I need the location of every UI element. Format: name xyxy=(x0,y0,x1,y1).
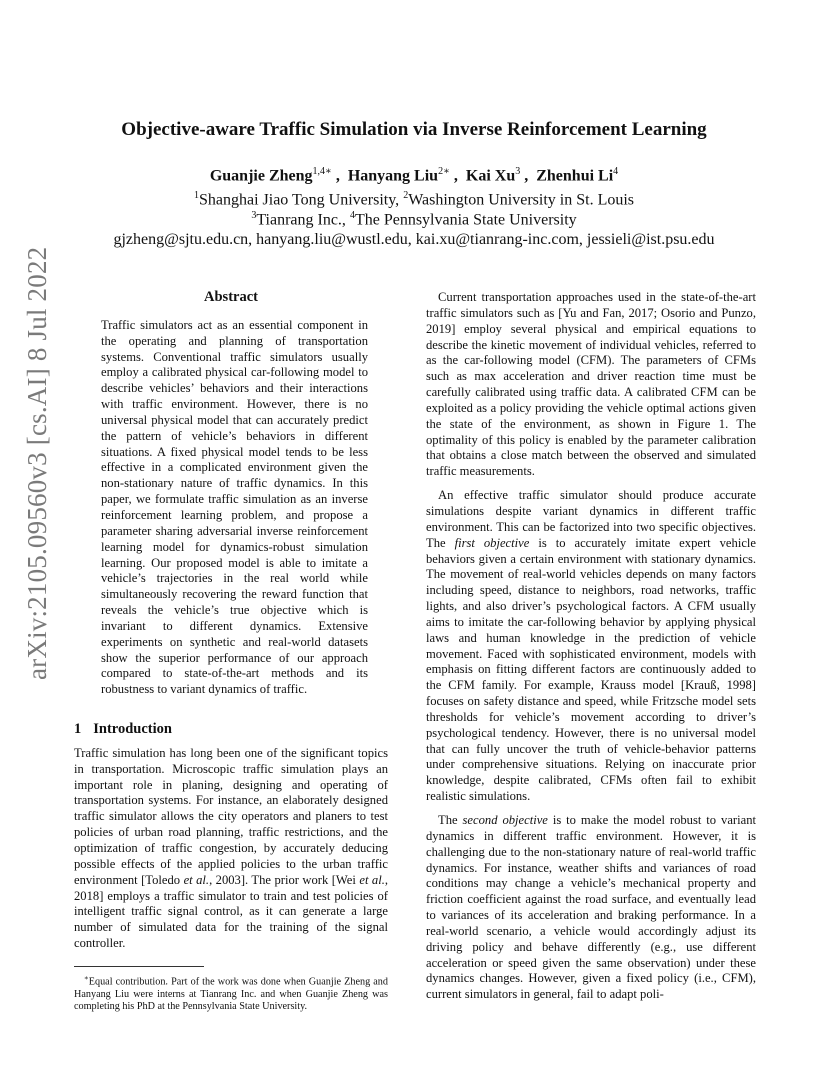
affiliation-mark: 3 xyxy=(251,210,257,221)
author-list xyxy=(0,166,828,185)
footnote-rule xyxy=(74,966,204,967)
section-heading xyxy=(74,722,388,738)
footnote xyxy=(74,972,388,1014)
author-emails: gjzheng@sjtu.edu.cn, hanyang.liu@wustl.edu, kai.xu@tianrang-inc.com, jessieli@ist.psu.edu xyxy=(113,231,715,248)
text-run-italic: second objective xyxy=(462,813,548,827)
section-title: Introduction xyxy=(93,721,172,738)
abstract-text: Traffic simulators act as an essential component in the operating and planning of transportation systems. Conventional traffic simulators usually employ a calibrated physical car-following model to describe vehicles’ behaviors and their interactions with traffic environment. However, there is no universal physical model that can accurately predict the pattern of vehicle’s behaviors in different situations. A fixed physical model tends to be less effective in a complicated environment given the non-stationary nature of traffic dynamics. In this paper, we formulate traffic simulation as an inverse reinforcement learning problem, and propose a parameter sharing adversarial inverse reinforcement learning model for dynamics-robust simulation learning. Our proposed model is able to imitate a vehicle’s trajectories in the real world while simultaneously recovering the reward function that reveals the vehicle’s true objective which is invariant to different dynamics. Extensive experiments on synthetic and real-world datasets show the superior performance of our approach compared to state-of-the-art methods and its robustness to variant dynamics of traffic. xyxy=(101,317,368,697)
body-paragraph: Current transportation approaches used in the state-of-the-art traffic simulators such as [Yu and Fan, 2017; Osorio and Punzo, 2019] employ several physical and empirical equations to describe the kinetic movement of individual vehicles, referred to as the car-following model (CFM). The parameters of CFMs such as max acceleration and driver reaction time must be carefully calibrated using traffic data. A calibrated CFM can be exploited as a policy providing the vehicle optimal actions given the state of the environment, as shown in Figure 1. The optimality of this policy is enabled by the parameter calibration that obtains a close match between the observed and simulated traffic measurements. xyxy=(426,290,756,479)
text-run-italic: et al. xyxy=(183,872,210,887)
affiliation-text: The Pennsylvania State University xyxy=(354,211,577,229)
text-run: is to make the model robust to variant dynamics in different traffic environment. However, it is challenging due to the non-stationary nature of real-world traffic dynamics. For instance, weather shifts and variances of road conditions may change a vehicle’s mechanical property and friction coefficient against the road surface, and eventually lead to variances of its acceleration and braking performance. In a real-world scenario, a vehicle would accordingly adjust its driving policy and behave differently (e.g., use different acceleration or speed given the same observation) under these dynamics changes. However, given a fixed policy (i.e., CFM), current simulators in general, fail to adapt poli- xyxy=(426,813,757,1002)
abstract-heading: Abstract xyxy=(204,289,258,305)
text-run: , 2003]. The prior work [Wei xyxy=(209,872,360,887)
text-run-italic: first objective xyxy=(454,535,530,550)
affiliation-text: Washington University in St. Louis xyxy=(408,191,635,209)
text-run-italic: et al. xyxy=(359,872,385,887)
left-column xyxy=(74,290,388,1014)
affiliation-mark: 1 xyxy=(193,190,199,201)
section-number: 1 xyxy=(74,721,82,738)
text-run: Traffic simulation has long been one of the significant topics in transportation. Microscopic traffic simulation plays an important role in planing, designing and operating of transportation systems. For instance, an elaborately designed traffic simulator allows the city operators and planers to test policies of urban road planning, traffic restrictions, and the optimization of traffic congestion, by accurately deducing possible effects of the applied policies to the urban traffic environment [Toledo xyxy=(74,745,388,887)
text-run: The xyxy=(438,813,463,827)
footnote-text: Equal contribution. Part of the work was done when Guanjie Zheng and Hanyang Liu were interns at Tianrang Inc. and when Guanjie Zheng was completing his PhD at the Pennsylvania State University. xyxy=(74,976,388,1013)
author-separator: , xyxy=(520,167,537,185)
author-name: Guanjie Zheng xyxy=(209,167,313,185)
body-paragraph xyxy=(426,813,756,1003)
author-affiliation-mark: 2∗ xyxy=(438,166,450,177)
arxiv-identifier: arXiv:2105.09560v3 [cs.AI] 8 Jul 2022 xyxy=(22,246,52,680)
affiliation-line xyxy=(0,190,828,209)
author-separator: , xyxy=(331,167,348,185)
author-name: Zhenhui Li xyxy=(536,167,614,185)
author-affiliation-mark: 1,4∗ xyxy=(312,166,332,177)
affiliation-mark: 2 xyxy=(403,190,409,201)
author-separator: , xyxy=(449,167,466,185)
author-affiliation-mark: 3 xyxy=(515,166,521,177)
affiliation-text: Shanghai Jiao Tong University, xyxy=(198,191,404,209)
intro-paragraph xyxy=(74,746,388,952)
author-name: Hanyang Liu xyxy=(347,167,439,185)
affiliation-line xyxy=(0,210,828,229)
affiliation-text: Tianrang Inc., xyxy=(256,211,350,229)
author-name: Kai Xu xyxy=(465,167,516,185)
right-column xyxy=(426,290,756,1011)
text-run: , 2018] employs a traffic simulator to train and test policies of intelligent traffic signal control, as it can generate a large number of simulated data for the training of the signal controller. xyxy=(74,872,389,951)
affiliation-mark: 4 xyxy=(349,210,355,221)
text-run: is to accurately imitate expert vehicle behaviors given a certain environment with stationary dynamics. The movement of real-world vehicles depends on many factors including speed, distance to neighbors, road networks, traffic lights, and also driver’s psychological factors. A CFM usually aims to imitate the car-following behavior by applying physical laws and human knowledge in the prediction of vehicle movement. Faced with sophisticated environment, models with emphasis on fitting different factors are continuously added to the CFM family. For example, Krauss model [Krauß, 1998] focuses on safety distance and speed, while Fritzsche model sets thresholds for vehicle’s movement according to driver’s psychological tendency. However, there is no universal model that can fully uncover the truth of vehicle-behavior patterns under comprehensive situations. Relying on inaccurate prior knowledge, despite calibrated, CFMs often fail to exhibit realistic simulations. xyxy=(426,535,756,804)
body-paragraph xyxy=(426,488,756,805)
author-affiliation-mark: 4 xyxy=(613,166,619,177)
footnote-mark: ∗ xyxy=(84,973,89,982)
paper-title: Objective-aware Traffic Simulation via Inverse Reinforcement Learning xyxy=(121,119,707,140)
text-run: An effective traffic simulator should produce accurate simulations despite variant dynamics in different traffic environment. This can be factorized into two specific objectives. The xyxy=(426,488,756,550)
